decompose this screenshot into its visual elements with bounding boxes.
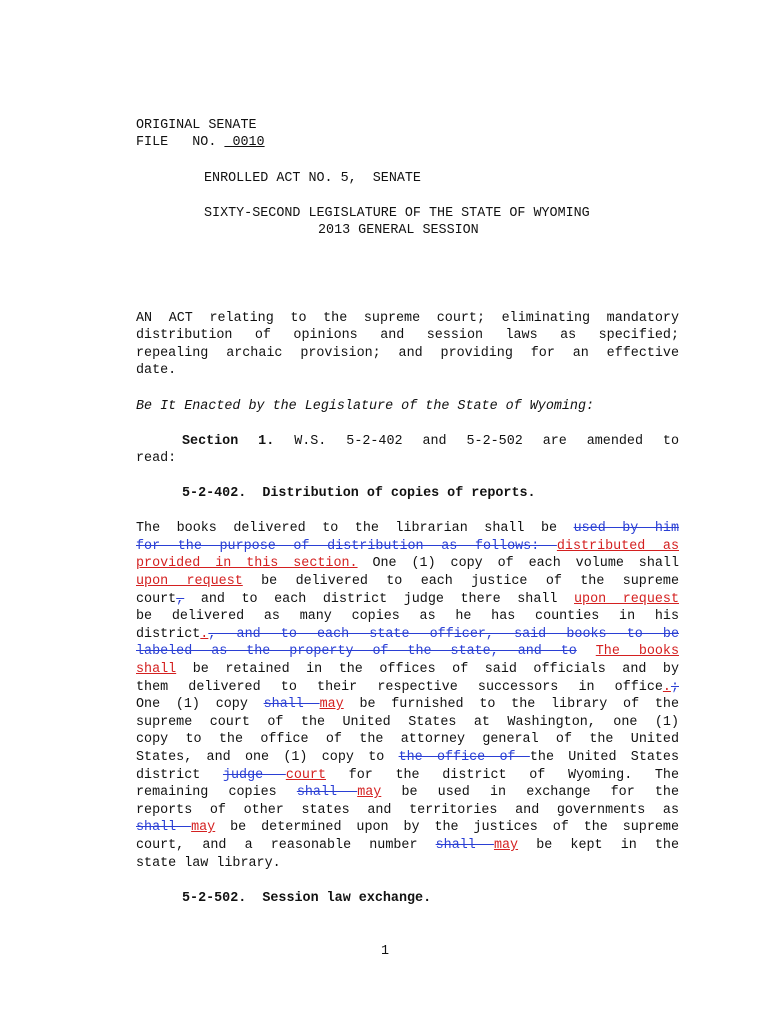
body-line bbox=[136, 520, 679, 538]
deleted-text: the office of bbox=[398, 750, 530, 765]
deleted-text: for the purpose of distribution as follows: bbox=[136, 539, 557, 554]
deleted-text: , bbox=[176, 592, 185, 607]
inserted-text: provided in this section. bbox=[136, 556, 358, 571]
text: be kept in the bbox=[518, 838, 680, 853]
deleted-text: used by him bbox=[573, 521, 679, 536]
text: the United States bbox=[529, 750, 680, 765]
body-line: be delivered as many copies as he has counties in his bbox=[136, 609, 679, 624]
inserted-text: upon request bbox=[574, 592, 679, 607]
section-1-line bbox=[182, 433, 679, 451]
section-1-text: W.S. 5-2-402 and 5-2-502 are amended to bbox=[274, 434, 679, 449]
text: be determined upon by the justices of the supreme bbox=[215, 820, 679, 835]
text: them delivered to their respective successors in office bbox=[136, 680, 663, 695]
text: One (1) copy of each volume shall bbox=[357, 556, 679, 571]
legislature-line: SIXTY-SECOND LEGISLATURE OF THE STATE OF WYOMING bbox=[204, 206, 590, 221]
deleted-text: shall bbox=[435, 838, 494, 853]
file-label: FILE NO. bbox=[136, 135, 225, 150]
deleted-text: , and to each state officer, said books to be bbox=[208, 627, 679, 642]
text: court, and a reasonable number bbox=[136, 838, 436, 853]
text: for the district of Wyoming. The bbox=[326, 768, 680, 783]
file-number: 0010 bbox=[224, 135, 265, 150]
text: be furnished to the library of the bbox=[343, 697, 679, 712]
section-heading-5-2-402: 5-2-402. Distribution of copies of reports. bbox=[182, 486, 536, 501]
text: district bbox=[136, 768, 223, 783]
body-line bbox=[136, 555, 679, 573]
inserted-text: may bbox=[319, 697, 344, 712]
text: The books delivered to the librarian shall be bbox=[136, 521, 574, 536]
body-line bbox=[136, 679, 679, 697]
deleted-text: judge bbox=[222, 768, 286, 783]
deleted-text: shall bbox=[296, 785, 358, 800]
section-heading-5-2-502: 5-2-502. Session law exchange. bbox=[182, 891, 432, 906]
body-line bbox=[136, 626, 679, 644]
text: remaining copies bbox=[136, 785, 297, 800]
body-line bbox=[136, 749, 679, 767]
act-title-line: distribution of opinions and session laws as specified; bbox=[136, 328, 679, 343]
body-line: reports of other states and territories and governments as bbox=[136, 803, 679, 818]
text: district bbox=[136, 627, 201, 642]
deleted-text: ; bbox=[670, 680, 679, 695]
body-line bbox=[136, 819, 679, 837]
text bbox=[577, 644, 596, 659]
body-line bbox=[136, 573, 679, 591]
body-line: supreme court of the United States at Washington, one (1) bbox=[136, 715, 679, 730]
file-number-line bbox=[136, 134, 265, 152]
inserted-text: distributed as bbox=[556, 539, 680, 554]
inserted-text: may bbox=[191, 820, 216, 835]
original-senate-label: ORIGINAL SENATE bbox=[136, 118, 257, 133]
body-line bbox=[136, 784, 679, 802]
inserted-text: . bbox=[200, 627, 209, 642]
act-title-line: AN ACT relating to the supreme court; eliminating mandatory bbox=[136, 311, 679, 326]
act-title-line: repealing archaic provision; and providing for an effective bbox=[136, 346, 679, 361]
inserted-text: may bbox=[357, 785, 382, 800]
inserted-text: shall bbox=[136, 662, 177, 677]
text: be delivered to each justice of the supreme bbox=[242, 574, 679, 589]
page-number: 1 bbox=[380, 944, 390, 959]
body-line bbox=[136, 767, 679, 785]
body-line bbox=[136, 661, 679, 679]
text: be retained in the offices of said officials and by bbox=[176, 662, 679, 677]
inserted-text: . bbox=[662, 680, 671, 695]
enacting-clause: Be It Enacted by the Legislature of the State of Wyoming: bbox=[136, 399, 595, 414]
section-1-label: Section 1. bbox=[182, 434, 275, 449]
text: States, and one (1) copy to bbox=[136, 750, 399, 765]
inserted-text: upon request bbox=[136, 574, 243, 589]
body-line: copy to the office of the attorney general of the United bbox=[136, 732, 679, 747]
inserted-text: may bbox=[493, 838, 519, 853]
text: court bbox=[136, 592, 177, 607]
body-line: state law library. bbox=[136, 856, 281, 871]
text: be used in exchange for the bbox=[381, 785, 680, 800]
body-line bbox=[136, 591, 679, 609]
enrolled-act-line: ENROLLED ACT NO. 5, SENATE bbox=[204, 171, 421, 186]
body-line bbox=[136, 643, 679, 661]
session-line: 2013 GENERAL SESSION bbox=[318, 223, 479, 238]
body-line bbox=[136, 538, 679, 556]
inserted-text: The books bbox=[595, 644, 679, 659]
act-title-line: date. bbox=[136, 363, 177, 378]
body-line bbox=[136, 696, 679, 714]
section-1-text-cont: read: bbox=[136, 451, 177, 466]
deleted-text: shall bbox=[263, 697, 320, 712]
deleted-text: shall bbox=[136, 820, 192, 835]
inserted-text: court bbox=[285, 768, 327, 783]
deleted-text: labeled as the property of the state, and to bbox=[136, 644, 577, 659]
body-line bbox=[136, 837, 679, 855]
text: and to each district judge there shall bbox=[184, 592, 575, 607]
text: One (1) copy bbox=[136, 697, 264, 712]
